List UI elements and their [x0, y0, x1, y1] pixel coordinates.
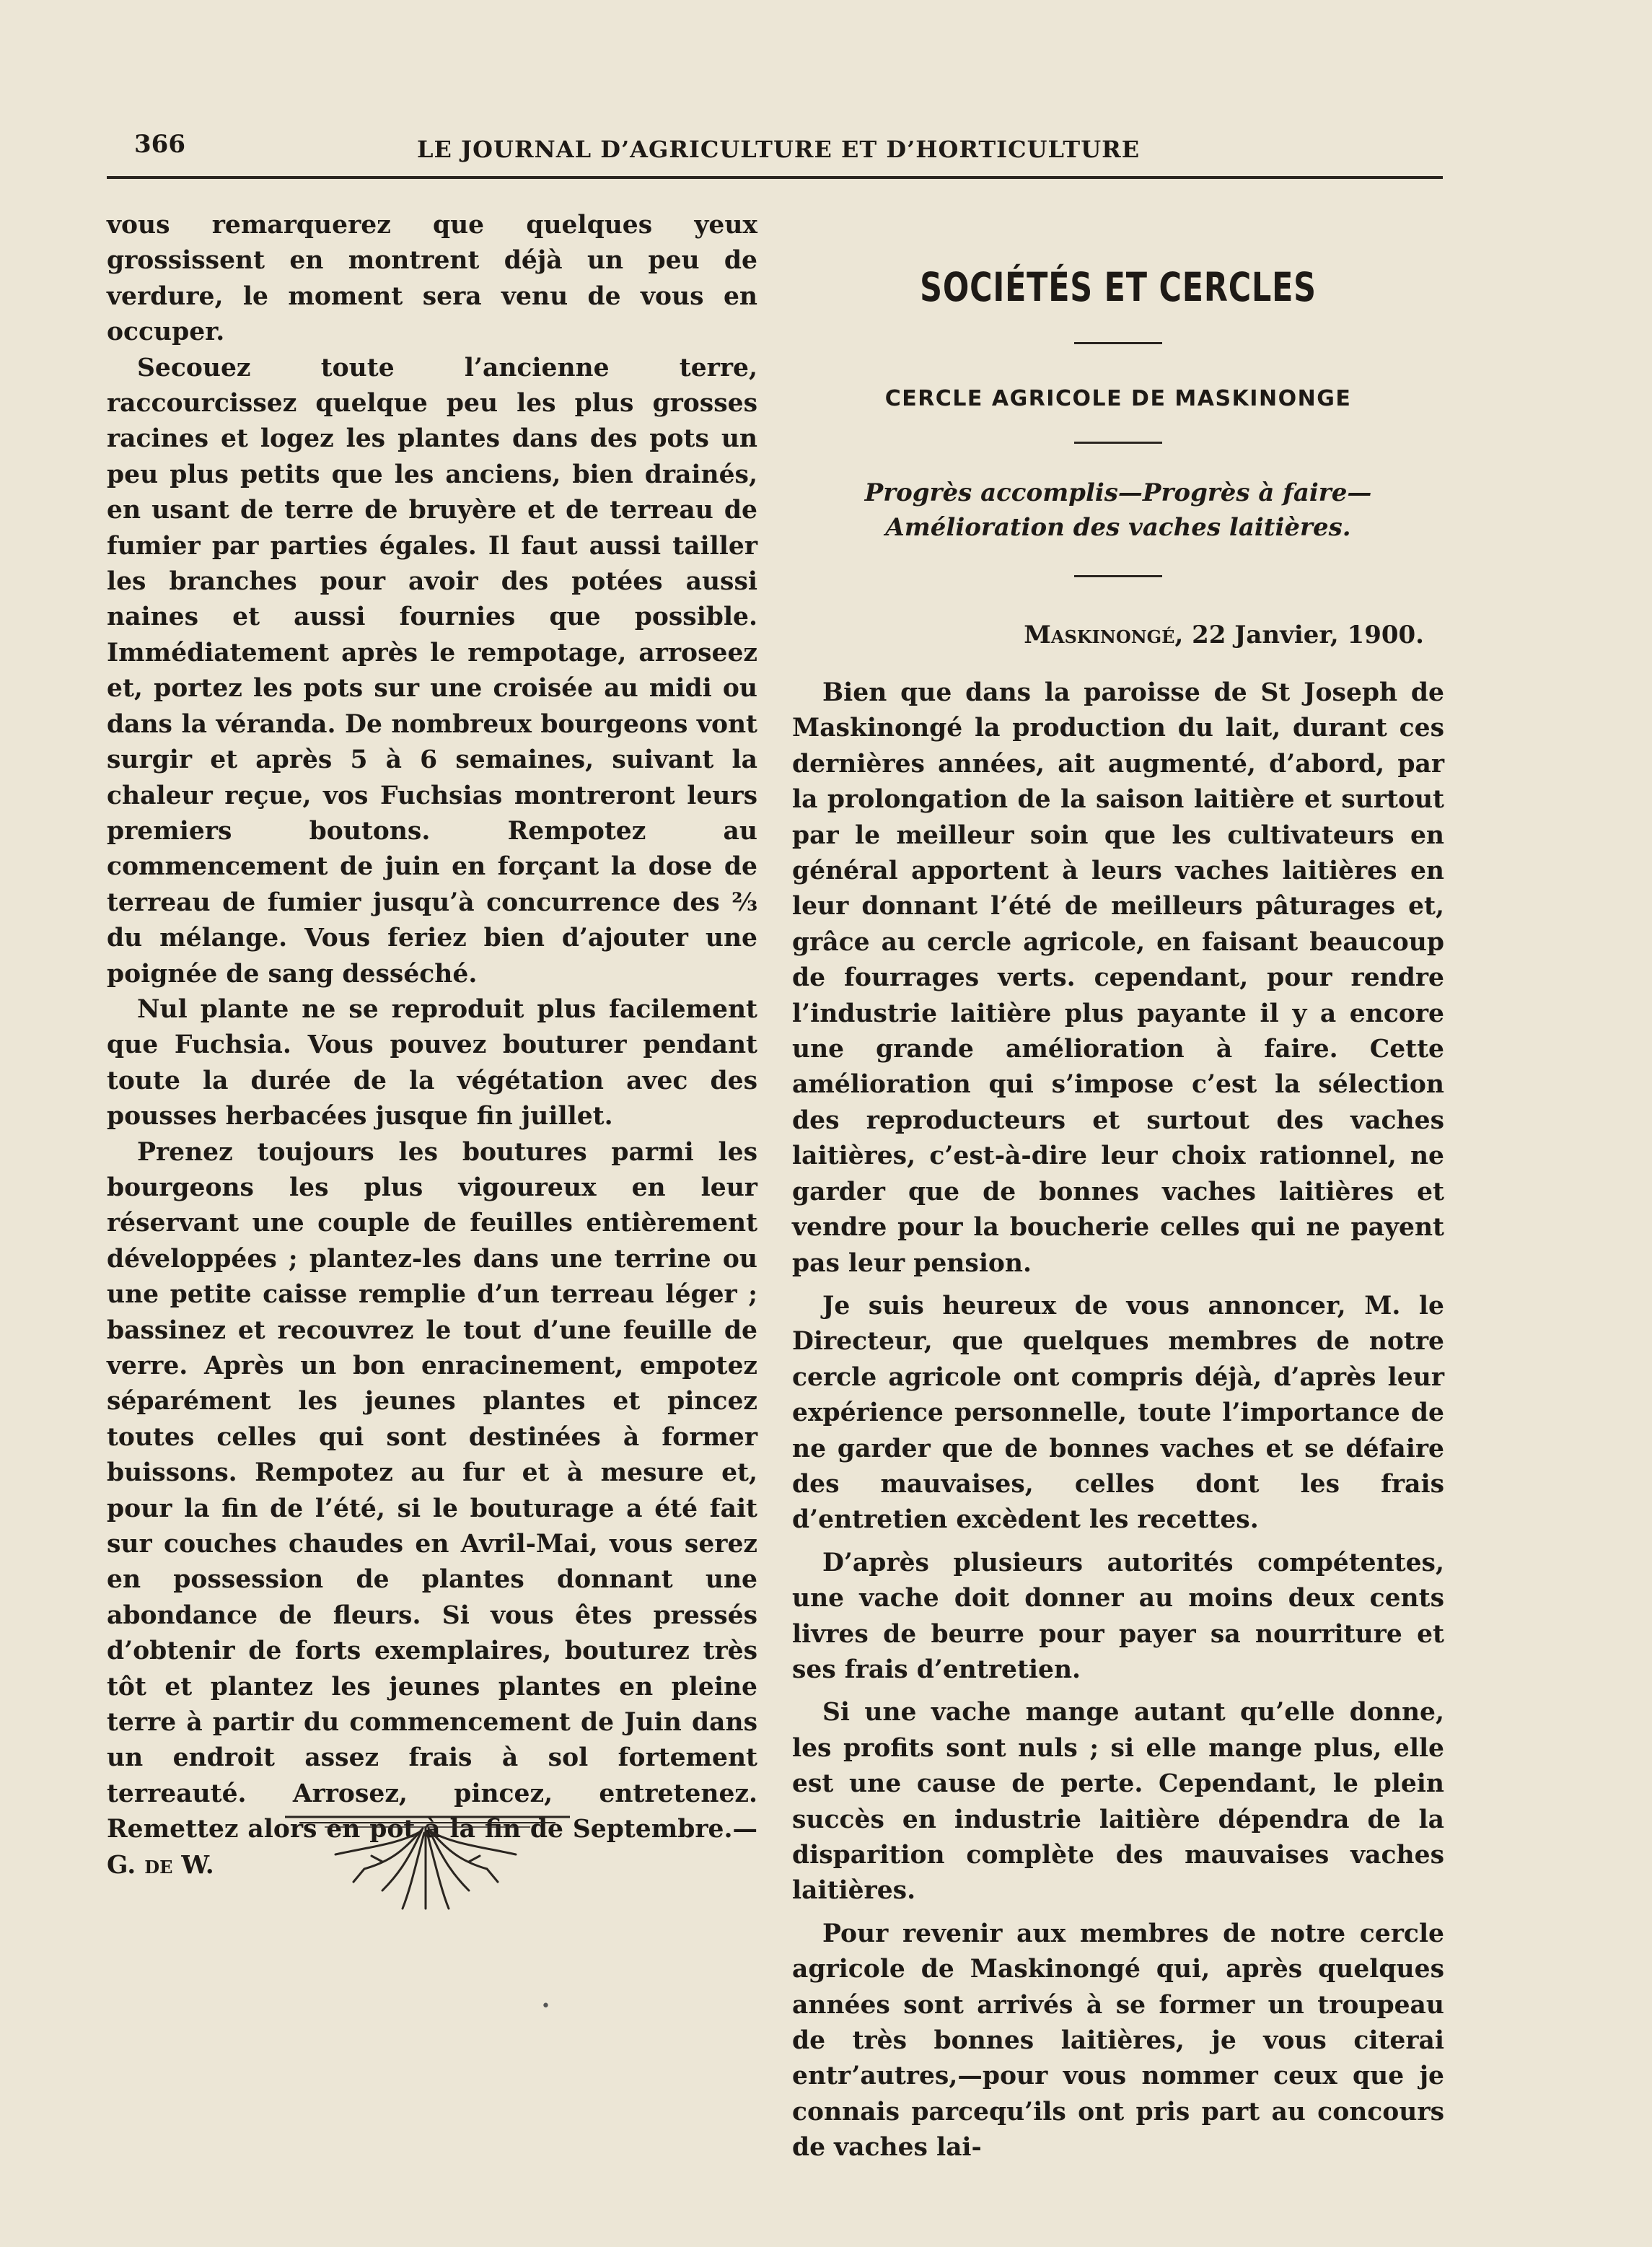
- dateline-place: Maskinongé: [1024, 621, 1175, 649]
- title-rule: [1074, 342, 1162, 344]
- right-paragraph-3: D’après plusieurs autorités compétentes, une vache doit donner au moins deux cents livres de beurre pour payer sa nourriture et ses frais d’entretien.: [792, 1548, 1444, 1684]
- author-signature: de W.: [144, 1850, 214, 1880]
- summary-rule: [1074, 575, 1162, 577]
- left-paragraph-1: vous remarquerez que quelques yeux grossissent en montrent déjà un peu de verdure, le moment sera venu de vous en occuper.: [107, 211, 757, 347]
- dateline-date: , 22 Janvier, 1900.: [1174, 621, 1424, 649]
- subtitle-rule: [1074, 442, 1162, 444]
- right-paragraph-5: Pour revenir aux membres de notre cercle agricole de Maskinongé qui, après quelques années sont arrivés à se former un troupeau de très bonnes laitières, je vous citerai entr’autres,—pour vous nommer ceux que je connais parcequ’ils ont pris part au concours de vaches lai-: [792, 1919, 1444, 2163]
- ink-speck-icon: •: [541, 1997, 550, 2015]
- right-column: [792, 208, 1444, 2166]
- page-number: 366: [134, 130, 185, 159]
- dateline: [792, 621, 1424, 649]
- journal-title: LE JOURNAL D’AGRICULTURE ET D’HORTICULTURE: [417, 136, 1141, 163]
- left-paragraph-2: Secouez toute l’ancienne terre, raccourcissez quelque peu les plus grosses racines et logez les plantes dans des pots un peu plus petits que les anciens, bien drainés, en usant de terre de bruyère et de terreau de fumier par parties égales. Il faut aussi tailler les branches pour avoir des potées aussi naines et aussi fournies que possible. Immédiatement après le rempotage, arroseez et, portez les pots sur une croisée au midi ou dans la véranda. De nombreux bourgeons vont surgir et après 5 à 6 semaines, suivant la chaleur reçue, vos Fuchsias montreront leurs premiers boutons. Rempotez au commencement de juin en forçant la dose de terreau de fumier jusqu’à concurrence des ⅔ du mélange. Vous feriez bien d’ajouter une poignée de sang desséché.: [107, 353, 757, 989]
- left-paragraph-3: Nul plante ne se reproduit plus facilement que Fuchsia. Vous pouvez bouturer pendant toute la durée de la végétation avec des pousses herbacées jusque fin juillet.: [107, 994, 757, 1131]
- left-paragraph-4-text: Prenez toujours les boutures parmi les bourgeons les plus vigoureux en leur réservant une couple de feuilles entièrement développées ; plantez-les dans une terrine ou une petite caisse remplie d’un terreau léger ; bassinez et recouvrez le tout d’une feuille de verre. Après un bon enracinement, empotez séparément les jeunes plantes et pincez toutes celles qui sont destinées à former buissons. Rempotez au fur et à mesure et, pour la fin de l’été, si le bouturage a été fait sur couches chaudes en Avril-Mai, vous serez en possession de plantes donnant une abondance de fleurs. Si vous êtes pressés d’obtenir de forts exemplaires, bouturez très tôt et plantez les jeunes plantes en pleine terre à partir du commencement de Juin dans un endroit assez frais à sol fortement terreauté. Arrosez, pincez, entretenez. Remettez alors en pot à la fin de Septembre.—G.: [107, 1137, 757, 1880]
- left-paragraph-4: [107, 1135, 757, 1884]
- article-summary: Progrès accomplis—Progrès à faire—Amélioration des vaches laitières.: [864, 478, 1372, 542]
- subsection-title: CERCLE AGRICOLE DE MASKINONGE: [884, 386, 1352, 411]
- right-paragraph-4: Si une vache mange autant qu’elle donne, les profits sont nuls ; si elle mange plus, elle est une cause de perte. Cependant, le plein succès en industrie laitière dépendra de la disparition complète des mauvaises vaches laitières.: [792, 1698, 1444, 1906]
- left-column: [107, 208, 757, 1883]
- running-head: [107, 130, 1441, 173]
- tailpiece-ornament-icon: [281, 1811, 577, 1919]
- right-paragraph-1: Bien que dans la paroisse de St Joseph de Maskinongé la production du lait, durant ces dernières années, ait augmenté, d’abord, par la prolongation de la saison laitière et surtout par le meilleur soin que les cultivateurs en général apportent à leurs vaches laitières en leur donnant l’été de meilleurs pâturages et, grâce au cercle agricole, en faisant beaucoup de fourrages verts. cependant, pour rendre l’industrie laitière plus payante il y a encore une grande amélioration à faire. Cette amélioration qui s’impose c’est la sélection des reproducteurs et surtout des vaches laitières, c’est-à-dire leur choix rationnel, ne garder que de bonnes vaches laitières et vendre pour la boucherie celles qui ne payent pas leur pension.: [792, 678, 1444, 1278]
- right-paragraph-2: Je suis heureux de vous annoncer, M. le Directeur, que quelques membres de notre cercle agricole ont compris déjà, d’après leur expérience personnelle, toute l’importance de ne garder que de bonnes vaches et se défaire des mauvaises, celles dont les frais d’entretien excèdent les recettes.: [792, 1291, 1444, 1535]
- header-rule: [107, 176, 1443, 179]
- article-body: [792, 675, 1444, 2166]
- section-title: SOCIÉTÉS ET CERCLES: [920, 264, 1317, 310]
